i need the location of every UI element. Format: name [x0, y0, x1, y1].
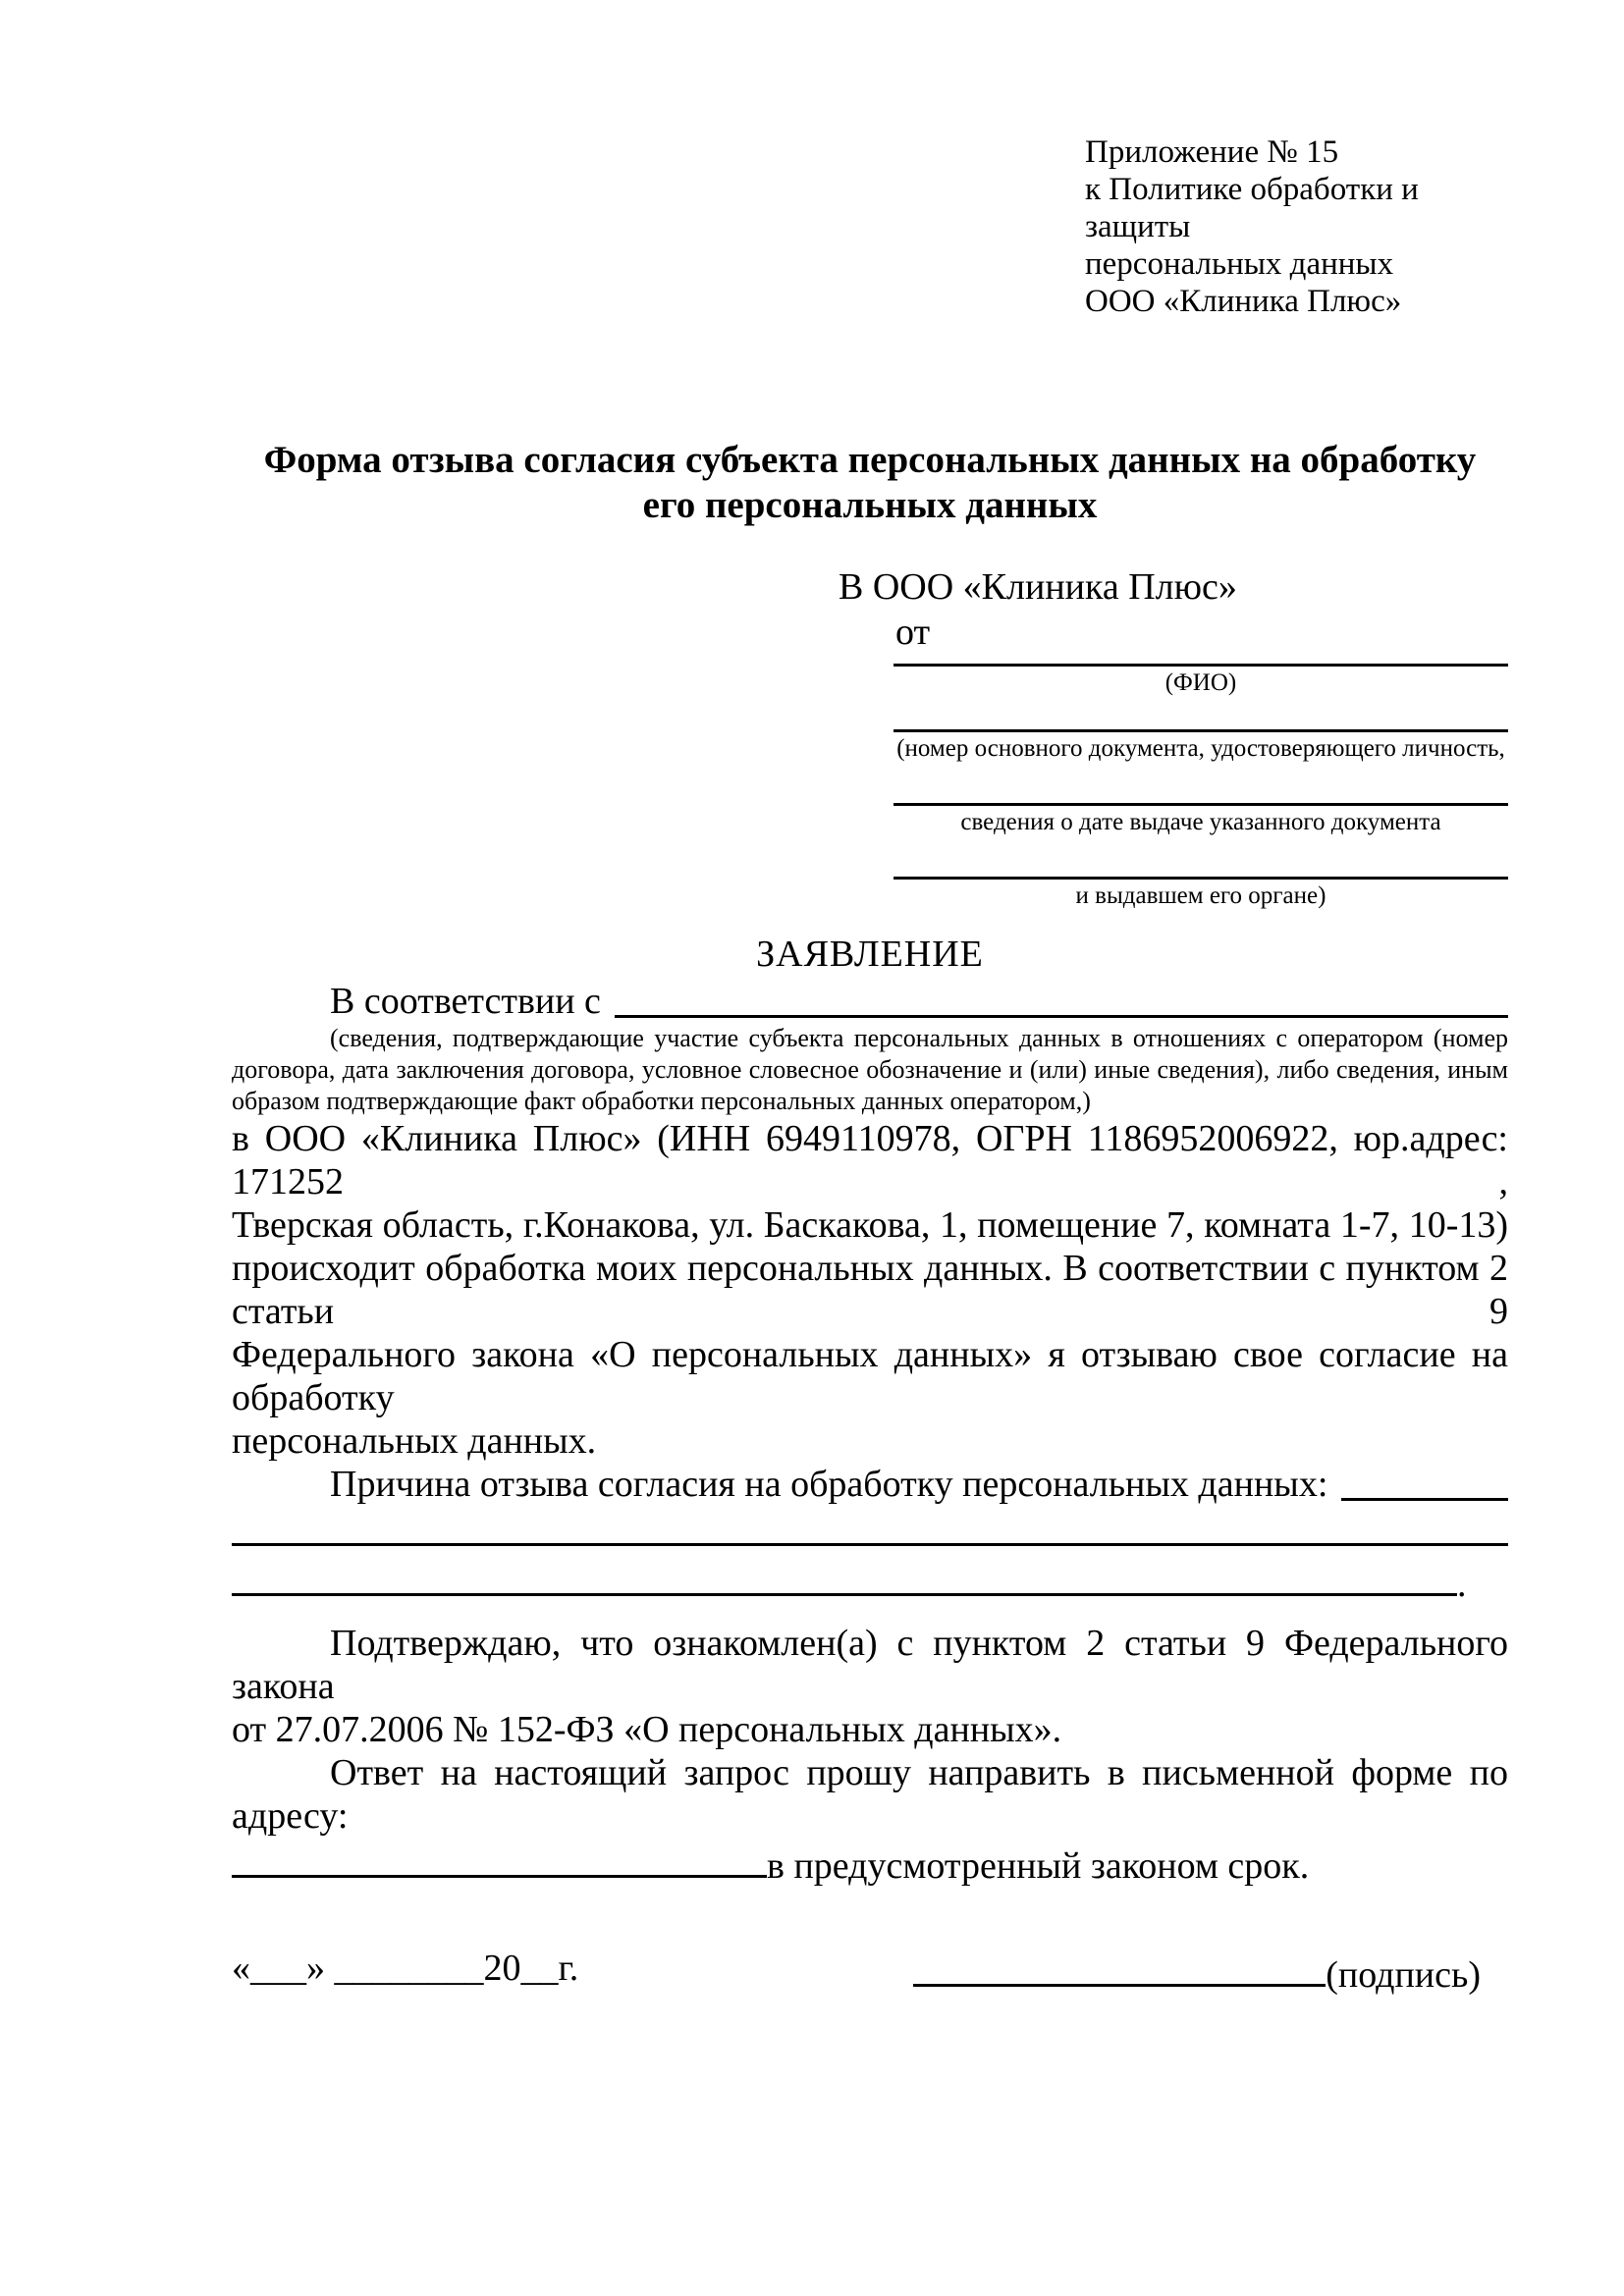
basis-lead: В соответствии с: [330, 981, 601, 1022]
title-line: Форма отзыва согласия субъекта персональных данных на обработку: [263, 439, 1477, 481]
statement-body: [232, 1117, 1508, 1463]
addressee-org: В ООО «Клиника Плюс»: [839, 566, 1237, 608]
appendix-header-line: персональных данных: [1085, 246, 1394, 282]
appendix-header-line: ООО «Клиника Плюс»: [1085, 284, 1402, 319]
appendix-header-line: к Политике обработки и защиты: [1085, 172, 1419, 244]
basis-row: [232, 980, 1508, 1023]
basis-field-line[interactable]: [615, 980, 1508, 1018]
fio-field-line[interactable]: [893, 654, 1508, 667]
fio-field-caption: (ФИО): [1164, 669, 1237, 696]
reason-blank-line-2[interactable]: [232, 1556, 1457, 1596]
reason-blank-row-2: [232, 1556, 1508, 1606]
reply-address-row: [232, 1838, 1508, 1888]
statement-body-line: в ООО «Клиника Плюс» (ИНН 6949110978, ОГРН 1186952006922, юр.адрес: 171252 ,: [232, 1118, 1508, 1202]
period-text: .: [1457, 1564, 1467, 1605]
addressee-block: [232, 565, 1508, 911]
issuing-authority-field-line[interactable]: [893, 837, 1508, 880]
document-number-field-line[interactable]: [893, 698, 1508, 732]
confirmation-line: от 27.07.2006 № 152-ФЗ «О персональных данных».: [232, 1709, 1062, 1750]
address-blank-line[interactable]: [232, 1838, 767, 1878]
document-number-field-caption: (номер основного документа, удостоверяющего личность,: [896, 735, 1505, 762]
statement-body-line: происходит обработка моих персональных данных. В соответствии с пунктом 2 статьи 9: [232, 1248, 1508, 1332]
issuing-authority-field: [893, 837, 1508, 911]
reason-lead: Причина отзыва согласия на обработку персональных данных:: [330, 1464, 1328, 1505]
confirmation-paragraph: [232, 1622, 1508, 1751]
reason-row: [232, 1463, 1508, 1506]
issue-date-field: [893, 764, 1508, 837]
issue-date-field-caption: сведения о дате выдаче указанного документа: [960, 809, 1441, 835]
title-line: его персональных данных: [642, 484, 1098, 526]
statement-body-line: персональных данных.: [232, 1420, 597, 1462]
footnote-text: (сведения, подтверждающие участие субъекта персональных данных в отношениях с оператором (номер договора, дата заключения договора, условное словесное обозначение и (или) иные сведения), либо сведения, иным образом подтверждающие факт обработки персональных данных оператором,): [232, 1024, 1508, 1115]
document-title: [232, 438, 1508, 528]
signature-row: [232, 1947, 1508, 1997]
statement-heading: ЗАЯВЛЕНИЕ: [756, 934, 984, 975]
document-number-field: [893, 698, 1508, 764]
from-label: от: [895, 612, 931, 653]
date-blank[interactable]: «___» ________20__г.: [232, 1948, 579, 1989]
signature-group: [913, 1947, 1481, 1997]
issue-date-field-line[interactable]: [893, 764, 1508, 806]
issuing-authority-field-caption: и выдавшем его органе): [1075, 882, 1326, 909]
reason-blank-line-1[interactable]: [232, 1506, 1508, 1546]
reply-request-line: Ответ на настоящий запрос прошу направить в письменной форме по адресу:: [232, 1752, 1508, 1837]
statement-body-line: Тверская область, г.Конакова, ул. Баскакова, 1, помещение 7, комната 1-7, 10-13): [232, 1204, 1508, 1246]
confirmation-line: Подтверждаю, что ознакомлен(а) с пунктом 2 статьи 9 Федерального закона: [232, 1623, 1508, 1707]
signature-caption: (подпись): [1326, 1954, 1481, 1996]
appendix-header: [1085, 133, 1508, 320]
signature-blank-line[interactable]: [913, 1947, 1326, 1987]
fio-field: [893, 654, 1508, 698]
reply-request: [232, 1751, 1508, 1838]
appendix-header-line: Приложение № 15: [1085, 134, 1339, 170]
statement-body-line: Федерального закона «О персональных данных» я отзываю свое согласие на обработку: [232, 1334, 1508, 1418]
reason-blank-row-1: [232, 1506, 1508, 1556]
reason-field-line[interactable]: [1341, 1463, 1508, 1501]
reply-tail: в предусмотренный законом срок.: [767, 1845, 1310, 1887]
